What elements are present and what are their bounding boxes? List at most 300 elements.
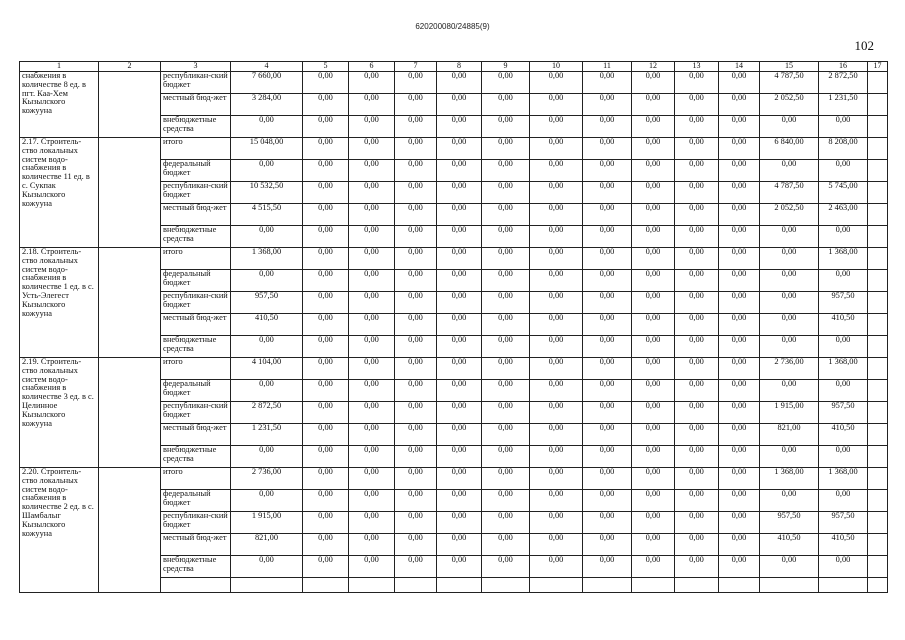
amount-cell: 821,00 bbox=[231, 534, 303, 556]
amount-cell: 0,00 bbox=[530, 380, 583, 402]
amount-cell: 0,00 bbox=[819, 270, 868, 292]
amount-cell: 410,50 bbox=[819, 424, 868, 446]
amount-cell: 0,00 bbox=[632, 424, 675, 446]
amount-cell: 0,00 bbox=[819, 116, 868, 138]
amount-cell: 0,00 bbox=[395, 336, 437, 358]
amount-cell: 0,00 bbox=[395, 72, 437, 94]
amount-cell: 1 368,00 bbox=[819, 248, 868, 270]
amount-cell: 0,00 bbox=[349, 160, 395, 182]
column-header: 9 bbox=[482, 62, 530, 72]
amount-cell bbox=[868, 534, 888, 556]
amount-cell: 0,00 bbox=[719, 446, 760, 468]
amount-cell: 4 104,00 bbox=[231, 358, 303, 380]
amount-cell: 0,00 bbox=[719, 512, 760, 534]
amount-cell: 0,00 bbox=[675, 358, 719, 380]
amount-cell: 0,00 bbox=[349, 380, 395, 402]
amount-cell: 0,00 bbox=[395, 424, 437, 446]
amount-cell: 0,00 bbox=[583, 314, 632, 336]
amount-cell: 410,50 bbox=[231, 314, 303, 336]
amount-cell: 0,00 bbox=[675, 380, 719, 402]
empty-cell bbox=[303, 578, 349, 593]
amount-cell: 0,00 bbox=[632, 72, 675, 94]
amount-cell bbox=[868, 446, 888, 468]
amount-cell: 0,00 bbox=[583, 270, 632, 292]
amount-cell bbox=[868, 424, 888, 446]
funding-source-cell: итого bbox=[161, 468, 231, 490]
amount-cell: 4 787,50 bbox=[760, 182, 819, 204]
amount-cell bbox=[868, 336, 888, 358]
column-header: 4 bbox=[231, 62, 303, 72]
amount-cell: 0,00 bbox=[583, 534, 632, 556]
amount-cell bbox=[868, 402, 888, 424]
amount-cell: 0,00 bbox=[675, 512, 719, 534]
amount-cell: 0,00 bbox=[437, 446, 482, 468]
amount-cell: 2 736,00 bbox=[231, 468, 303, 490]
amount-cell: 0,00 bbox=[530, 270, 583, 292]
amount-cell: 0,00 bbox=[675, 182, 719, 204]
amount-cell: 0,00 bbox=[482, 204, 530, 226]
column-header: 16 bbox=[819, 62, 868, 72]
amount-cell: 0,00 bbox=[530, 424, 583, 446]
amount-cell: 0,00 bbox=[719, 380, 760, 402]
amount-cell: 0,00 bbox=[719, 248, 760, 270]
amount-cell: 0,00 bbox=[303, 94, 349, 116]
funding-source-cell: местный бюд-жет bbox=[161, 314, 231, 336]
funding-source-cell: местный бюд-жет bbox=[161, 94, 231, 116]
amount-cell: 0,00 bbox=[675, 160, 719, 182]
amount-cell bbox=[868, 490, 888, 512]
column-2-cell bbox=[99, 358, 161, 468]
amount-cell: 0,00 bbox=[819, 556, 868, 578]
amount-cell: 0,00 bbox=[675, 204, 719, 226]
amount-cell: 0,00 bbox=[482, 72, 530, 94]
funding-source-cell: итого bbox=[161, 358, 231, 380]
amount-cell: 410,50 bbox=[760, 534, 819, 556]
amount-cell: 0,00 bbox=[583, 358, 632, 380]
amount-cell bbox=[868, 226, 888, 248]
amount-cell: 0,00 bbox=[395, 182, 437, 204]
amount-cell: 0,00 bbox=[719, 72, 760, 94]
amount-cell: 0,00 bbox=[303, 138, 349, 160]
amount-cell: 0,00 bbox=[719, 468, 760, 490]
amount-cell: 0,00 bbox=[437, 292, 482, 314]
amount-cell: 0,00 bbox=[231, 116, 303, 138]
amount-cell: 0,00 bbox=[719, 402, 760, 424]
amount-cell: 0,00 bbox=[819, 226, 868, 248]
amount-cell: 0,00 bbox=[530, 556, 583, 578]
amount-cell: 0,00 bbox=[482, 314, 530, 336]
amount-cell: 0,00 bbox=[395, 138, 437, 160]
amount-cell: 0,00 bbox=[349, 556, 395, 578]
amount-cell: 0,00 bbox=[303, 380, 349, 402]
amount-cell: 0,00 bbox=[719, 270, 760, 292]
amount-cell: 0,00 bbox=[395, 556, 437, 578]
empty-cell bbox=[20, 578, 99, 593]
amount-cell: 0,00 bbox=[303, 336, 349, 358]
amount-cell: 0,00 bbox=[303, 182, 349, 204]
empty-cell bbox=[675, 578, 719, 593]
amount-cell: 0,00 bbox=[675, 72, 719, 94]
column-header: 6 bbox=[349, 62, 395, 72]
amount-cell: 0,00 bbox=[675, 424, 719, 446]
amount-cell: 0,00 bbox=[482, 512, 530, 534]
page-number: 102 bbox=[854, 38, 874, 53]
amount-cell: 0,00 bbox=[583, 512, 632, 534]
amount-cell: 0,00 bbox=[395, 512, 437, 534]
amount-cell: 0,00 bbox=[719, 204, 760, 226]
amount-cell: 0,00 bbox=[349, 116, 395, 138]
amount-cell: 0,00 bbox=[349, 182, 395, 204]
amount-cell: 0,00 bbox=[583, 160, 632, 182]
amount-cell: 0,00 bbox=[583, 116, 632, 138]
amount-cell: 2 052,50 bbox=[760, 204, 819, 226]
amount-cell: 0,00 bbox=[675, 292, 719, 314]
measure-name-cell: 2.19. Строитель-ство локальных систем водо-снабжения в количестве 3 ед. в с. Целинное Кызылского кожууна bbox=[20, 358, 99, 468]
funding-source-cell: республикан-ский бюджет bbox=[161, 292, 231, 314]
amount-cell: 0,00 bbox=[349, 292, 395, 314]
amount-cell: 0,00 bbox=[719, 534, 760, 556]
table-row bbox=[20, 468, 888, 490]
amount-cell: 0,00 bbox=[349, 336, 395, 358]
column-header: 15 bbox=[760, 62, 819, 72]
column-2-cell bbox=[99, 248, 161, 358]
amount-cell: 957,50 bbox=[819, 402, 868, 424]
amount-cell: 957,50 bbox=[231, 292, 303, 314]
empty-cell bbox=[437, 578, 482, 593]
amount-cell: 0,00 bbox=[675, 468, 719, 490]
amount-cell: 0,00 bbox=[760, 248, 819, 270]
amount-cell: 0,00 bbox=[395, 248, 437, 270]
column-header: 13 bbox=[675, 62, 719, 72]
amount-cell: 0,00 bbox=[530, 358, 583, 380]
amount-cell: 0,00 bbox=[760, 380, 819, 402]
amount-cell: 0,00 bbox=[719, 556, 760, 578]
amount-cell: 0,00 bbox=[482, 380, 530, 402]
amount-cell: 0,00 bbox=[719, 116, 760, 138]
amount-cell: 0,00 bbox=[583, 72, 632, 94]
amount-cell bbox=[868, 270, 888, 292]
amount-cell: 0,00 bbox=[583, 226, 632, 248]
amount-cell: 0,00 bbox=[231, 270, 303, 292]
amount-cell: 0,00 bbox=[349, 490, 395, 512]
amount-cell bbox=[868, 556, 888, 578]
amount-cell: 0,00 bbox=[675, 402, 719, 424]
amount-cell: 0,00 bbox=[719, 94, 760, 116]
amount-cell bbox=[868, 182, 888, 204]
measure-name-cell: 2.18. Строитель-ство локальных систем водо-снабжения в количестве 1 ед. в с. Усть-Элегест Кызылского кожууна bbox=[20, 248, 99, 358]
amount-cell: 10 532,50 bbox=[231, 182, 303, 204]
amount-cell: 0,00 bbox=[530, 490, 583, 512]
amount-cell: 0,00 bbox=[675, 226, 719, 248]
amount-cell: 0,00 bbox=[482, 336, 530, 358]
amount-cell: 0,00 bbox=[632, 314, 675, 336]
amount-cell: 0,00 bbox=[437, 490, 482, 512]
column-header: 10 bbox=[530, 62, 583, 72]
amount-cell: 2 052,50 bbox=[760, 94, 819, 116]
amount-cell: 0,00 bbox=[819, 336, 868, 358]
funding-source-cell: республикан-ский бюджет bbox=[161, 512, 231, 534]
amount-cell: 0,00 bbox=[819, 160, 868, 182]
empty-cell bbox=[760, 578, 819, 593]
amount-cell: 0,00 bbox=[583, 380, 632, 402]
amount-cell: 0,00 bbox=[437, 380, 482, 402]
table-bottom-row bbox=[20, 578, 888, 593]
amount-cell: 0,00 bbox=[760, 336, 819, 358]
amount-cell: 0,00 bbox=[395, 116, 437, 138]
amount-cell: 0,00 bbox=[303, 512, 349, 534]
amount-cell: 0,00 bbox=[632, 468, 675, 490]
amount-cell: 0,00 bbox=[632, 512, 675, 534]
amount-cell: 2 736,00 bbox=[760, 358, 819, 380]
empty-cell bbox=[99, 578, 161, 593]
amount-cell: 0,00 bbox=[760, 490, 819, 512]
amount-cell: 0,00 bbox=[482, 94, 530, 116]
amount-cell: 0,00 bbox=[760, 270, 819, 292]
amount-cell: 0,00 bbox=[719, 182, 760, 204]
amount-cell: 0,00 bbox=[482, 138, 530, 160]
amount-cell: 0,00 bbox=[437, 226, 482, 248]
amount-cell: 0,00 bbox=[530, 72, 583, 94]
amount-cell: 0,00 bbox=[437, 358, 482, 380]
amount-cell: 0,00 bbox=[530, 226, 583, 248]
amount-cell: 0,00 bbox=[303, 468, 349, 490]
amount-cell: 0,00 bbox=[530, 94, 583, 116]
column-header: 12 bbox=[632, 62, 675, 72]
amount-cell: 0,00 bbox=[632, 160, 675, 182]
amount-cell: 0,00 bbox=[719, 336, 760, 358]
amount-cell: 0,00 bbox=[482, 292, 530, 314]
amount-cell: 0,00 bbox=[395, 270, 437, 292]
amount-cell: 0,00 bbox=[583, 204, 632, 226]
amount-cell: 0,00 bbox=[303, 292, 349, 314]
amount-cell: 0,00 bbox=[437, 534, 482, 556]
amount-cell: 0,00 bbox=[675, 116, 719, 138]
amount-cell: 0,00 bbox=[349, 512, 395, 534]
amount-cell: 0,00 bbox=[395, 292, 437, 314]
amount-cell: 0,00 bbox=[530, 534, 583, 556]
amount-cell: 0,00 bbox=[303, 226, 349, 248]
empty-cell bbox=[868, 578, 888, 593]
amount-cell: 0,00 bbox=[231, 226, 303, 248]
amount-cell: 0,00 bbox=[530, 204, 583, 226]
amount-cell: 0,00 bbox=[349, 226, 395, 248]
amount-cell: 410,50 bbox=[819, 534, 868, 556]
amount-cell: 0,00 bbox=[632, 490, 675, 512]
amount-cell: 2 872,50 bbox=[819, 72, 868, 94]
amount-cell: 4 515,50 bbox=[231, 204, 303, 226]
amount-cell: 0,00 bbox=[530, 292, 583, 314]
amount-cell: 0,00 bbox=[583, 468, 632, 490]
amount-cell: 0,00 bbox=[395, 314, 437, 336]
amount-cell: 1 368,00 bbox=[819, 468, 868, 490]
amount-cell: 0,00 bbox=[482, 248, 530, 270]
table-row bbox=[20, 72, 888, 94]
amount-cell: 0,00 bbox=[583, 292, 632, 314]
amount-cell: 1 915,00 bbox=[231, 512, 303, 534]
amount-cell: 0,00 bbox=[437, 512, 482, 534]
amount-cell: 0,00 bbox=[349, 358, 395, 380]
amount-cell: 0,00 bbox=[349, 314, 395, 336]
amount-cell: 957,50 bbox=[819, 292, 868, 314]
amount-cell: 821,00 bbox=[760, 424, 819, 446]
amount-cell bbox=[868, 292, 888, 314]
amount-cell: 0,00 bbox=[231, 160, 303, 182]
amount-cell: 0,00 bbox=[395, 534, 437, 556]
amount-cell: 0,00 bbox=[530, 468, 583, 490]
amount-cell bbox=[868, 160, 888, 182]
amount-cell: 0,00 bbox=[530, 160, 583, 182]
document-id: 620200080/24885(9) bbox=[415, 22, 490, 31]
amount-cell: 0,00 bbox=[482, 424, 530, 446]
amount-cell: 0,00 bbox=[349, 446, 395, 468]
amount-cell: 0,00 bbox=[530, 116, 583, 138]
amount-cell: 0,00 bbox=[760, 446, 819, 468]
column-header: 2 bbox=[99, 62, 161, 72]
funding-source-cell: внебюджетные средства bbox=[161, 116, 231, 138]
amount-cell: 0,00 bbox=[632, 358, 675, 380]
amount-cell: 0,00 bbox=[303, 116, 349, 138]
amount-cell: 4 787,50 bbox=[760, 72, 819, 94]
empty-cell bbox=[583, 578, 632, 593]
amount-cell: 0,00 bbox=[632, 380, 675, 402]
amount-cell bbox=[868, 204, 888, 226]
amount-cell: 2 872,50 bbox=[231, 402, 303, 424]
amount-cell: 0,00 bbox=[437, 160, 482, 182]
amount-cell bbox=[868, 512, 888, 534]
funding-source-cell: внебюджетные средства bbox=[161, 336, 231, 358]
amount-cell: 0,00 bbox=[437, 314, 482, 336]
amount-cell: 0,00 bbox=[583, 182, 632, 204]
amount-cell: 0,00 bbox=[395, 402, 437, 424]
amount-cell: 0,00 bbox=[583, 248, 632, 270]
amount-cell bbox=[868, 138, 888, 160]
amount-cell: 0,00 bbox=[530, 446, 583, 468]
amount-cell: 1 231,50 bbox=[819, 94, 868, 116]
amount-cell: 0,00 bbox=[349, 534, 395, 556]
funding-source-cell: республикан-ский бюджет bbox=[161, 402, 231, 424]
amount-cell: 0,00 bbox=[719, 160, 760, 182]
amount-cell: 0,00 bbox=[231, 380, 303, 402]
amount-cell: 0,00 bbox=[303, 424, 349, 446]
amount-cell: 0,00 bbox=[303, 314, 349, 336]
amount-cell: 0,00 bbox=[482, 402, 530, 424]
measure-name-cell: 2.20. Строитель-ство локальных систем водо-снабжения в количестве 2 ед. в с. Шамбалыг Кызылского кожууна bbox=[20, 468, 99, 578]
amount-cell: 0,00 bbox=[482, 490, 530, 512]
amount-cell: 0,00 bbox=[760, 556, 819, 578]
amount-cell: 3 284,00 bbox=[231, 94, 303, 116]
amount-cell bbox=[868, 468, 888, 490]
amount-cell: 0,00 bbox=[632, 534, 675, 556]
amount-cell: 0,00 bbox=[482, 160, 530, 182]
funding-source-cell: федеральный бюджет bbox=[161, 490, 231, 512]
amount-cell bbox=[868, 314, 888, 336]
amount-cell: 0,00 bbox=[395, 226, 437, 248]
amount-cell: 0,00 bbox=[482, 556, 530, 578]
amount-cell: 0,00 bbox=[437, 116, 482, 138]
empty-cell bbox=[632, 578, 675, 593]
amount-cell: 0,00 bbox=[303, 402, 349, 424]
amount-cell: 0,00 bbox=[632, 336, 675, 358]
column-header: 17 bbox=[868, 62, 888, 72]
amount-cell: 0,00 bbox=[632, 116, 675, 138]
amount-cell: 0,00 bbox=[303, 160, 349, 182]
amount-cell: 0,00 bbox=[437, 94, 482, 116]
amount-cell: 0,00 bbox=[303, 72, 349, 94]
amount-cell bbox=[868, 380, 888, 402]
amount-cell: 0,00 bbox=[632, 402, 675, 424]
amount-cell: 0,00 bbox=[675, 138, 719, 160]
amount-cell: 0,00 bbox=[437, 248, 482, 270]
column-2-cell bbox=[99, 72, 161, 138]
funding-source-cell: местный бюд-жет bbox=[161, 204, 231, 226]
column-header: 3 bbox=[161, 62, 231, 72]
amount-cell: 0,00 bbox=[437, 556, 482, 578]
amount-cell: 0,00 bbox=[760, 226, 819, 248]
amount-cell: 5 745,00 bbox=[819, 182, 868, 204]
amount-cell: 0,00 bbox=[303, 490, 349, 512]
amount-cell: 0,00 bbox=[632, 292, 675, 314]
empty-cell bbox=[530, 578, 583, 593]
column-header: 11 bbox=[583, 62, 632, 72]
amount-cell: 0,00 bbox=[530, 182, 583, 204]
amount-cell: 0,00 bbox=[482, 182, 530, 204]
amount-cell: 1 231,50 bbox=[231, 424, 303, 446]
amount-cell: 0,00 bbox=[303, 248, 349, 270]
column-header: 1 bbox=[20, 62, 99, 72]
table-row bbox=[20, 248, 888, 270]
amount-cell: 0,00 bbox=[395, 468, 437, 490]
amount-cell: 0,00 bbox=[437, 182, 482, 204]
amount-cell bbox=[868, 94, 888, 116]
amount-cell: 0,00 bbox=[231, 446, 303, 468]
amount-cell: 0,00 bbox=[395, 94, 437, 116]
amount-cell: 0,00 bbox=[675, 94, 719, 116]
measure-name-cell: 2.17. Строитель-ство локальных систем водо-снабжения в количестве 11 ед. в с. Сукпак Кызылского кожууна bbox=[20, 138, 99, 248]
amount-cell: 0,00 bbox=[719, 424, 760, 446]
amount-cell: 0,00 bbox=[530, 138, 583, 160]
amount-cell: 0,00 bbox=[437, 424, 482, 446]
amount-cell: 0,00 bbox=[675, 336, 719, 358]
amount-cell: 0,00 bbox=[482, 226, 530, 248]
amount-cell: 0,00 bbox=[482, 116, 530, 138]
amount-cell bbox=[868, 358, 888, 380]
amount-cell: 0,00 bbox=[760, 314, 819, 336]
empty-cell bbox=[349, 578, 395, 593]
funding-source-cell: федеральный бюджет bbox=[161, 270, 231, 292]
amount-cell: 0,00 bbox=[760, 292, 819, 314]
column-number-row bbox=[20, 62, 888, 72]
amount-cell: 0,00 bbox=[583, 336, 632, 358]
column-header: 8 bbox=[437, 62, 482, 72]
amount-cell: 0,00 bbox=[437, 72, 482, 94]
amount-cell: 0,00 bbox=[632, 182, 675, 204]
amount-cell: 0,00 bbox=[482, 358, 530, 380]
amount-cell: 0,00 bbox=[395, 204, 437, 226]
amount-cell: 0,00 bbox=[583, 94, 632, 116]
funding-source-cell: республикан-ский бюджет bbox=[161, 182, 231, 204]
funding-source-cell: итого bbox=[161, 138, 231, 160]
amount-cell: 0,00 bbox=[675, 248, 719, 270]
amount-cell: 0,00 bbox=[395, 490, 437, 512]
measure-name-cell: снабжения в количестве 8 ед. в пгт. Каа-Хем Кызылского кожууна bbox=[20, 72, 99, 138]
amount-cell: 0,00 bbox=[583, 446, 632, 468]
amount-cell: 0,00 bbox=[349, 138, 395, 160]
amount-cell: 0,00 bbox=[303, 270, 349, 292]
amount-cell: 0,00 bbox=[632, 94, 675, 116]
amount-cell: 7 660,00 bbox=[231, 72, 303, 94]
amount-cell: 0,00 bbox=[675, 490, 719, 512]
amount-cell: 0,00 bbox=[719, 358, 760, 380]
